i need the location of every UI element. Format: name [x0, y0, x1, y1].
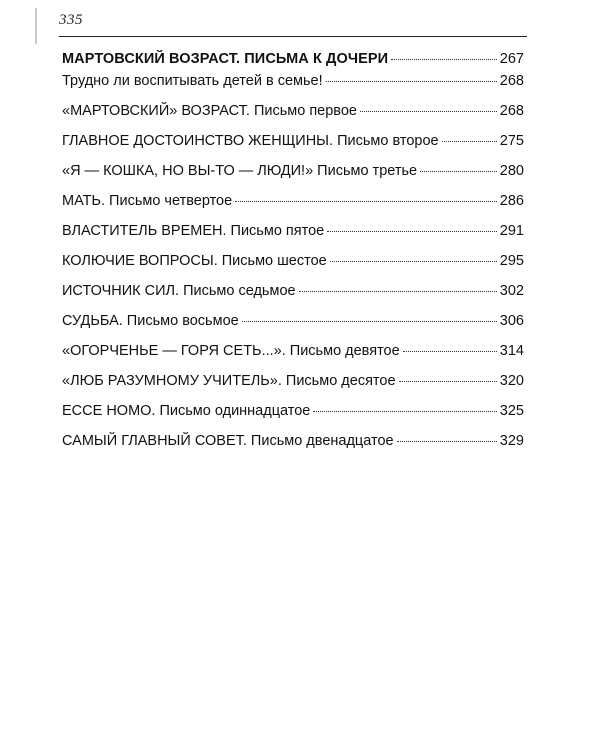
dot-leader [397, 441, 497, 442]
dot-leader [235, 201, 497, 202]
toc-entry-title: ЕССЕ НОМО. Письмо одиннадцатое [62, 403, 311, 419]
toc-entry [62, 372, 524, 390]
toc-entry-page: 268 [499, 73, 524, 89]
toc-entry-page: 275 [499, 133, 524, 149]
toc-entry-title: «Я — КОШКА, НО ВЫ-ТО — ЛЮДИ!» Письмо третье [62, 163, 418, 179]
toc-entry [62, 162, 524, 180]
toc-entry [62, 342, 524, 360]
toc-entry [62, 252, 524, 270]
toc-entry-page: 306 [499, 313, 524, 329]
toc-entry-title: МАТЬ. Письмо четвертое [62, 193, 233, 209]
toc-entry-page: 268 [499, 103, 524, 119]
toc-entry-page: 280 [499, 163, 524, 179]
toc-entry-title: ИСТОЧНИК СИЛ. Письмо седьмое [62, 283, 296, 299]
dot-leader [399, 381, 497, 382]
toc-entry-title: «ОГОРЧЕНЬЕ — ГОРЯ СЕТЬ...». Письмо девятое [62, 343, 400, 359]
toc-entry-title: «ЛЮБ РАЗУМНОМУ УЧИТЕЛЬ». Письмо десятое [62, 373, 396, 389]
toc-entry-page: 329 [499, 433, 524, 449]
toc-entry-page: 295 [499, 253, 524, 269]
toc-entry-title: Трудно ли воспитывать детей в семье! [62, 73, 323, 89]
toc-entry-title: ГЛАВНОЕ ДОСТОИНСТВО ЖЕНЩИНЫ. Письмо второе [62, 133, 439, 149]
toc-entry-page: 314 [499, 343, 524, 359]
dot-leader [299, 291, 497, 292]
toc-entry-page: 302 [499, 283, 524, 299]
toc-entry [62, 222, 524, 240]
page-number: 335 [59, 12, 83, 28]
toc-entry-title: СУДЬБА. Письмо восьмое [62, 313, 239, 329]
table-of-contents [62, 50, 524, 450]
toc-entry-title: «МАРТОВСКИЙ» ВОЗРАСТ. Письмо первое [62, 103, 357, 119]
toc-entry [62, 72, 524, 90]
toc-entry [62, 432, 524, 450]
dot-leader [242, 321, 497, 322]
toc-entry [62, 282, 524, 300]
dot-leader [420, 171, 497, 172]
dot-leader [442, 141, 497, 142]
toc-entry-title: ВЛАСТИТЕЛЬ ВРЕМЕН. Письмо пятое [62, 223, 325, 239]
toc-entry-page: 320 [499, 373, 524, 389]
toc-entry [62, 402, 524, 420]
toc-entry-page: 286 [499, 193, 524, 209]
dot-leader [360, 111, 497, 112]
toc-entry-page: 325 [499, 403, 524, 419]
toc-entry-title: МАРТОВСКИЙ ВОЗРАСТ. ПИСЬМА К ДОЧЕРИ [62, 51, 389, 67]
toc-entry [62, 102, 524, 120]
dot-leader [326, 81, 497, 82]
header-rule [59, 36, 527, 37]
toc-entry-title: САМЫЙ ГЛАВНЫЙ СОВЕТ. Письмо двенадцатое [62, 433, 394, 449]
binding-edge [35, 8, 37, 44]
toc-entry-section-heading [62, 50, 524, 68]
dot-leader [403, 351, 497, 352]
toc-entry [62, 192, 524, 210]
toc-entry [62, 312, 524, 330]
toc-entry-title: КОЛЮЧИЕ ВОПРОСЫ. Письмо шестое [62, 253, 327, 269]
dot-leader [313, 411, 496, 412]
dot-leader [330, 261, 497, 262]
toc-entry [62, 132, 524, 150]
toc-entry-page: 267 [499, 51, 524, 67]
dot-leader [327, 231, 497, 232]
dot-leader [391, 59, 497, 60]
toc-entry-page: 291 [499, 223, 524, 239]
